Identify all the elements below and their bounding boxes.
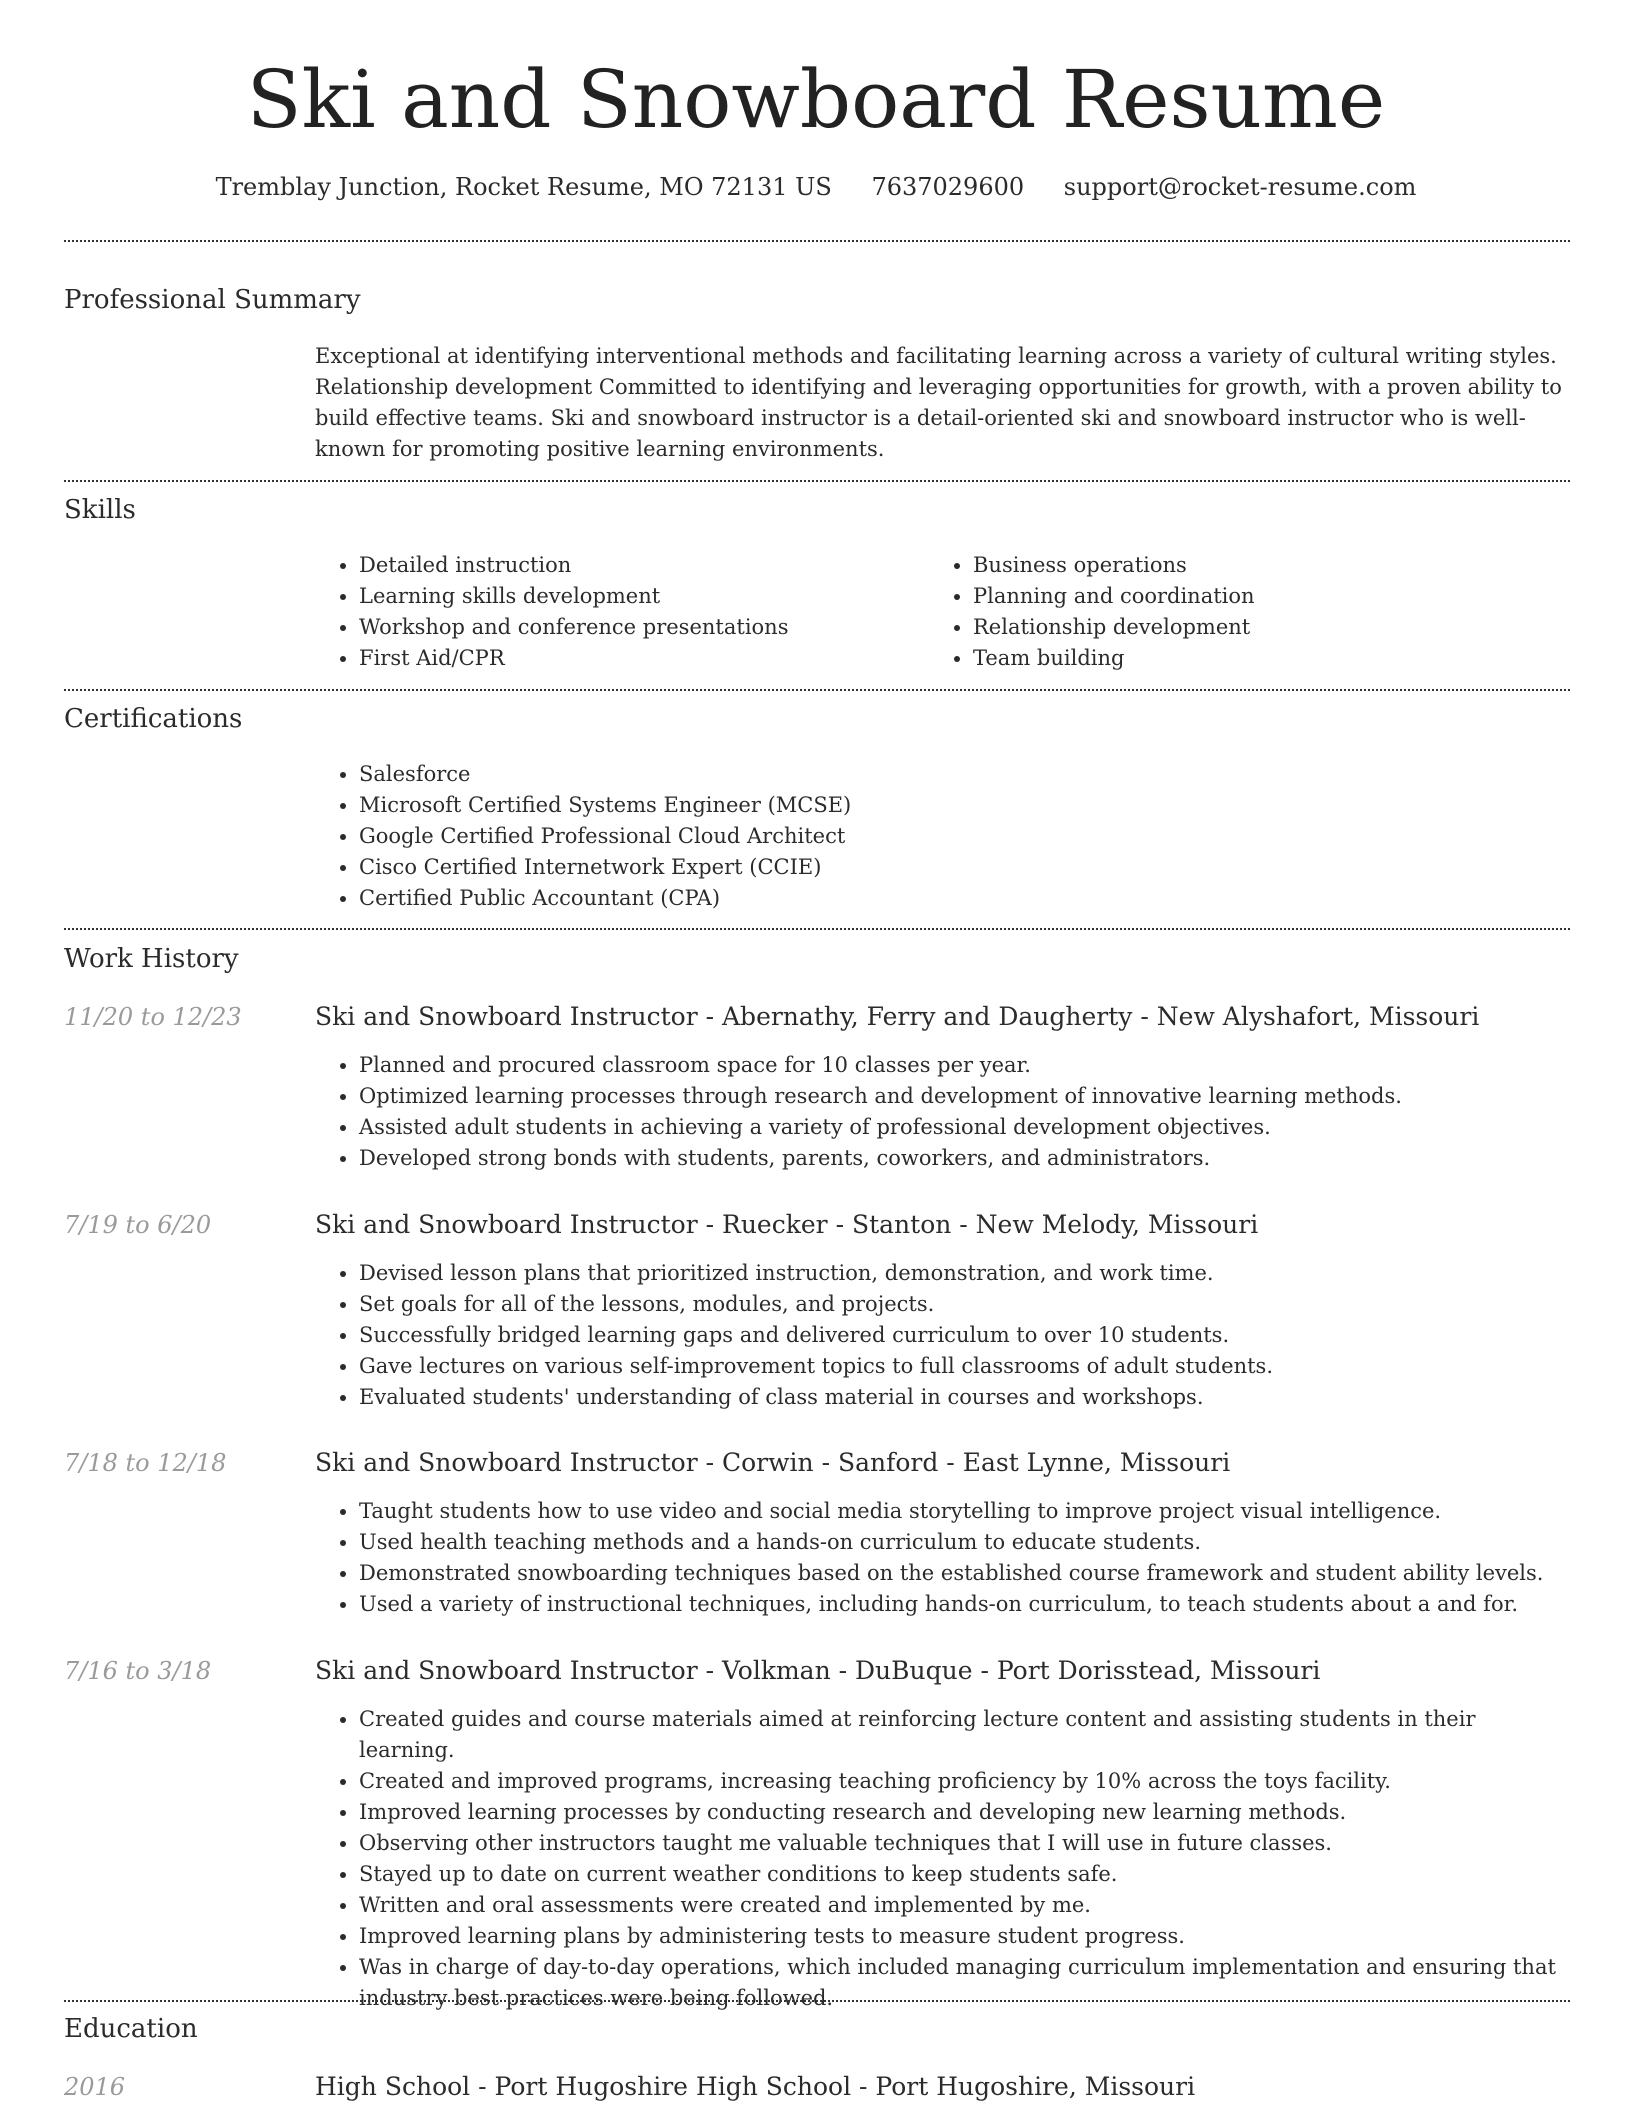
job-bullet: • Gave lectures on various self-improvement topics to full classrooms of adult students. (359, 1351, 1565, 1382)
job-bullets (315, 1258, 1565, 1413)
job-bullet: • Demonstrated snowboarding techniques based on the established course framework and student ability levels. (359, 1558, 1565, 1589)
job-bullet: • Evaluated students' understanding of class material in courses and workshops. (359, 1382, 1565, 1413)
skills-list-left (315, 550, 915, 674)
education-year: 2016 (64, 2073, 126, 2101)
job-bullet: • Improved learning plans by administering tests to measure student progress. (359, 1921, 1565, 1952)
job-bullet: • Observing other instructors taught me valuable techniques that I will use in future classes. (359, 1828, 1565, 1859)
summary-text: Exceptional at identifying interventional methods and facilitating learning across a variety of cultural writing styles. Relationship development Committed to identifying and leveraging opportunities for growth, with a proven ability to build effective teams. Ski and snowboard instructor is a detail-oriented ski and snowboard instructor who is well-known for promoting positive learning environments. (315, 344, 1562, 461)
divider (64, 689, 1570, 691)
job-bullet: • Devised lesson plans that prioritized instruction, demonstration, and work time. (359, 1258, 1565, 1289)
section-title-skills: Skills (64, 495, 136, 525)
certification-item: • Cisco Certified Internetwork Expert (CCIE) (359, 852, 1565, 883)
contact-line (0, 170, 1632, 204)
job-bullet: • Planned and procured classroom space for 10 classes per year. (359, 1050, 1565, 1081)
job-heading: Ski and Snowboard Instructor - Abernathy, Ferry and Daugherty - New Alyshafort, Missouri (315, 1002, 1480, 1031)
job-bullet: • Was in charge of day-to-day operations, which included managing curriculum implementation and ensuring that industry best practices were being followed. (359, 1952, 1565, 2014)
job-bullet: • Created and improved programs, increasing teaching proficiency by 10% across the toys facility. (359, 1766, 1565, 1797)
skill-item: • Relationship development (973, 612, 1549, 643)
job-bullet: • Created guides and course materials aimed at reinforcing lecture content and assisting students in their learning. (359, 1704, 1565, 1766)
job-dates: 7/19 to 6/20 (64, 1211, 212, 1239)
section-title-certifications: Certifications (64, 704, 243, 734)
resume-title: Ski and Snowboard Resume (246, 53, 1386, 146)
skill-item: • Planning and coordination (973, 581, 1549, 612)
skill-item: • Detailed instruction (359, 550, 915, 581)
job-bullet: • Used health teaching methods and a hands-on curriculum to educate students. (359, 1527, 1565, 1558)
skill-item: • Learning skills development (359, 581, 915, 612)
skill-item: • Workshop and conference presentations (359, 612, 915, 643)
skill-item: • First Aid/CPR (359, 643, 915, 674)
divider (64, 240, 1570, 242)
certification-item: • Certified Public Accountant (CPA) (359, 883, 1565, 914)
job-bullets (315, 1704, 1565, 2014)
certification-item: • Google Certified Professional Cloud Architect (359, 821, 1565, 852)
section-title-summary: Professional Summary (64, 285, 361, 315)
job-bullet: • Set goals for all of the lessons, modules, and projects. (359, 1289, 1565, 1320)
job-heading: Ski and Snowboard Instructor - Corwin - Sanford - East Lynne, Missouri (315, 1448, 1231, 1477)
job-bullet: • Taught students how to use video and social media storytelling to improve project visual intelligence. (359, 1496, 1565, 1527)
job-bullet: • Optimized learning processes through research and development of innovative learning methods. (359, 1081, 1565, 1112)
skills-list-right (929, 550, 1549, 674)
contact-phone: 7637029600 (871, 173, 1025, 201)
certification-item: • Microsoft Certified Systems Engineer (MCSE) (359, 790, 1565, 821)
job-bullets (315, 1050, 1565, 1174)
job-bullet: • Stayed up to date on current weather conditions to keep students safe. (359, 1859, 1565, 1890)
job-bullet: • Used a variety of instructional techniques, including hands-on curriculum, to teach students about a and for. (359, 1589, 1565, 1620)
education-heading: High School - Port Hugoshire High School - Port Hugoshire, Missouri (315, 2072, 1196, 2101)
job-heading: Ski and Snowboard Instructor - Volkman - DuBuque - Port Dorisstead, Missouri (315, 1656, 1321, 1685)
job-dates: 7/18 to 12/18 (64, 1449, 227, 1477)
job-bullet: • Successfully bridged learning gaps and delivered curriculum to over 10 students. (359, 1320, 1565, 1351)
contact-email: support@rocket-resume.com (1063, 173, 1417, 201)
section-title-work-history: Work History (64, 944, 239, 974)
job-bullet: • Written and oral assessments were created and implemented by me. (359, 1890, 1565, 1921)
contact-address: Tremblay Junction, Rocket Resume, MO 72131 US (215, 173, 832, 201)
job-bullets (315, 1496, 1565, 1620)
certifications-list (315, 759, 1565, 914)
job-heading: Ski and Snowboard Instructor - Ruecker - Stanton - New Melody, Missouri (315, 1210, 1259, 1239)
divider (64, 2000, 1570, 2002)
section-title-education: Education (64, 2014, 198, 2044)
job-bullet: • Improved learning processes by conducting research and developing new learning methods. (359, 1797, 1565, 1828)
job-dates: 11/20 to 12/23 (64, 1003, 242, 1031)
divider (64, 928, 1570, 930)
skill-item: • Team building (973, 643, 1549, 674)
certification-item: • Salesforce (359, 759, 1565, 790)
skill-item: • Business operations (973, 550, 1549, 581)
job-bullet: • Assisted adult students in achieving a variety of professional development objectives. (359, 1112, 1565, 1143)
divider (64, 480, 1570, 482)
job-dates: 7/16 to 3/18 (64, 1657, 212, 1685)
job-bullet: • Developed strong bonds with students, parents, coworkers, and administrators. (359, 1143, 1565, 1174)
